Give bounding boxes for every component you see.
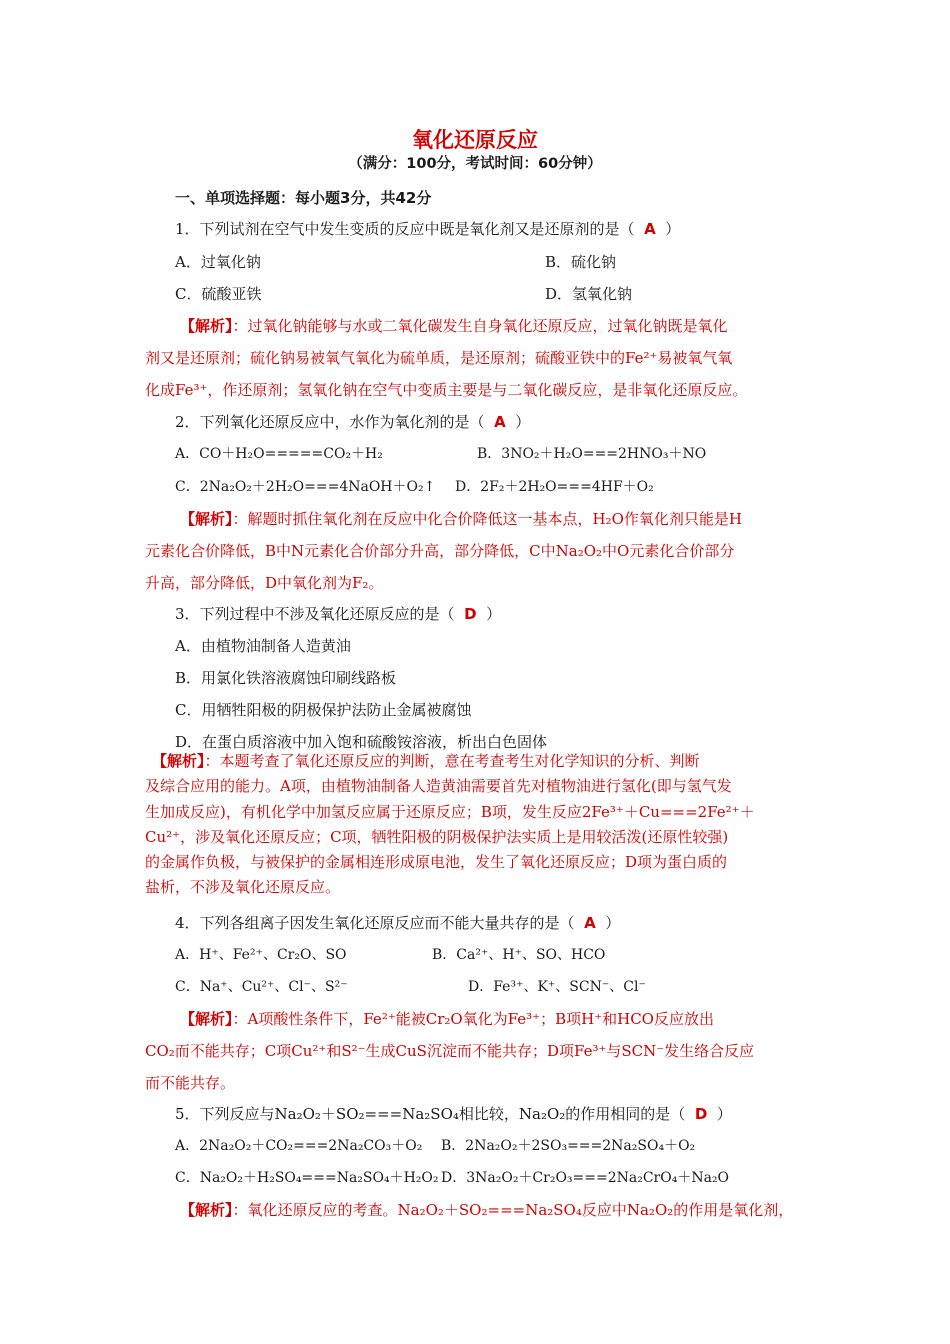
- question-2-explanation-line-3: 升高，部分降低，D中氧化剂为F₂。: [145, 574, 384, 592]
- question-5-explanation-line-1: 【解析】：氧化还原反应的考查。Na₂O₂＋SO₂===Na₂SO₄反应中Na₂O₂的作用是氧化剂，: [180, 1201, 794, 1219]
- question-3-explanation-line-3: 生加成反应)，有机化学中加氢反应属于还原反应；B项，发生反应2Fe³⁺＋Cu===2Fe²⁺＋: [145, 803, 755, 821]
- question-2-option-c: C．2Na₂O₂＋2H₂O===4NaOH＋O₂↑: [175, 479, 436, 495]
- question-3-explanation-line-6: 盐析，不涉及氧化还原反应。: [145, 878, 341, 896]
- question-2-explanation-line-1: 【解析】：解题时抓住氧化剂在反应中化合价降低这一基本点，H₂O作氧化剂只能是H: [180, 510, 742, 528]
- question-2-stem: 2．下列氧化还原反应中，水作为氧化剂的是（ A ）: [175, 413, 531, 431]
- question-1-explanation-line-3: 化成Fe³⁺，作还原剂；氢氧化钠在空气中变质主要是与二氧化碳反应，是非氧化还原反应。: [145, 381, 748, 399]
- question-1-option-b: B．硫化钠: [545, 253, 617, 271]
- question-2-option-a: A．CO＋H₂O=====CO₂＋H₂: [175, 446, 383, 462]
- question-2-answer: A: [494, 413, 506, 431]
- question-3-explanation-line-5: 的金属作负极，与被保护的金属相连形成原电池，发生了氧化还原反应；D项为蛋白质的: [145, 853, 728, 871]
- question-5-option-d: D．3Na₂O₂＋Cr₂O₃===2Na₂CrO₄＋Na₂O: [441, 1170, 730, 1186]
- question-4-option-d: D．Fe³⁺、K⁺、SCN⁻、Cl⁻: [468, 979, 646, 995]
- question-1-explanation-line-1: 【解析】：过氧化钠能够与水或二氧化碳发生自身氧化还原反应，过氧化钠既是氧化: [180, 317, 728, 335]
- question-3-option-a: A．由植物油制备人造黄油: [175, 637, 351, 655]
- question-5-answer: D: [694, 1105, 708, 1123]
- question-3-stem: 3．下列过程中不涉及氧化还原反应的是（ D ）: [175, 605, 502, 623]
- question-1-stem: 1．下列试剂在空气中发生变质的反应中既是氧化剂又是还原剂的是（ A ）: [175, 220, 681, 238]
- question-5-option-a: A．2Na₂O₂＋CO₂===2Na₂CO₃＋O₂: [175, 1138, 423, 1154]
- question-5-option-b: B．2Na₂O₂＋2SO₃===2Na₂SO₄＋O₂: [441, 1138, 696, 1154]
- question-1-explanation-line-2: 剂又是还原剂；硫化钠易被氧气氧化为硫单质，是还原剂；硫酸亚铁中的Fe²⁺易被氧气氧: [145, 349, 733, 367]
- question-3-option-b: B．用氯化铁溶液腐蚀印刷线路板: [175, 669, 397, 687]
- question-5-option-c: C．Na₂O₂＋H₂SO₄===Na₂SO₄＋H₂O₂: [175, 1170, 439, 1186]
- question-4-explanation-line-2: CO₂而不能共存；C项Cu²⁺和S²⁻生成CuS沉淀而不能共存；D项Fe³⁺与SCN⁻发生络合反应: [145, 1042, 755, 1060]
- question-3-explanation-line-2: 及综合应用的能力。A项，由植物油制备人造黄油需要首先对植物油进行氢化(即与氢气发: [145, 777, 732, 795]
- question-1-option-c: C．硫酸亚铁: [175, 285, 262, 303]
- question-2-option-d: D．2F₂＋2H₂O===4HF＋O₂: [455, 479, 654, 495]
- question-3-option-d: D．在蛋白质溶液中加入饱和硫酸铵溶液，析出白色固体: [175, 733, 548, 751]
- question-4-explanation-line-3: 而不能共存。: [145, 1074, 236, 1092]
- question-5-stem: 5．下列反应与Na₂O₂＋SO₂===Na₂SO₄相比较，Na₂O₂的作用相同的是（ D ）: [175, 1105, 732, 1123]
- section-heading: 一、单项选择题：每小题3分，共42分: [175, 189, 432, 207]
- question-1-answer: A: [644, 220, 656, 238]
- question-2-explanation-line-2: 元素化合价降低，B中N元素化合价部分升高，部分降低，C中Na₂O₂中O元素化合价部分: [145, 542, 735, 560]
- question-3-explanation-line-4: Cu²⁺，涉及氧化还原反应；C项，牺牲阳极的阴极保护法实质上是用较活泼(还原性较强): [145, 828, 729, 846]
- question-2-option-b: B．3NO₂＋H₂O===2HNO₃＋NO: [477, 446, 707, 462]
- question-1-option-d: D．氢氧化钠: [545, 285, 633, 303]
- question-4-option-c: C．Na⁺、Cu²⁺、Cl⁻、S²⁻: [175, 979, 348, 995]
- question-3-option-c: C．用牺牲阳极的阴极保护法防止金属被腐蚀: [175, 701, 472, 719]
- question-4-option-a: A．H⁺、Fe²⁺、Cr₂O、SO: [175, 947, 347, 963]
- question-4-explanation-line-1: 【解析】：A项酸性条件下，Fe²⁺能被Cr₂O氧化为Fe³⁺；B项H⁺和HCO反应放出: [180, 1010, 714, 1028]
- question-4-option-b: B．Ca²⁺、H⁺、SO、HCO: [432, 947, 606, 963]
- question-3-answer: D: [464, 605, 477, 623]
- page-title: 氧化还原反应: [412, 128, 538, 152]
- question-4-answer: A: [584, 914, 596, 932]
- question-4-stem: 4．下列各组离子因发生氧化还原反应而不能大量共存的是（ A ）: [175, 914, 621, 932]
- question-1-option-a: A．过氧化钠: [175, 253, 261, 271]
- question-3-explanation-line-1: 【解析】：本题考查了氧化还原反应的判断，意在考查考生对化学知识的分析、判断: [152, 752, 700, 770]
- page-subtitle: （满分：100分，考试时间：60分钟）: [348, 156, 602, 172]
